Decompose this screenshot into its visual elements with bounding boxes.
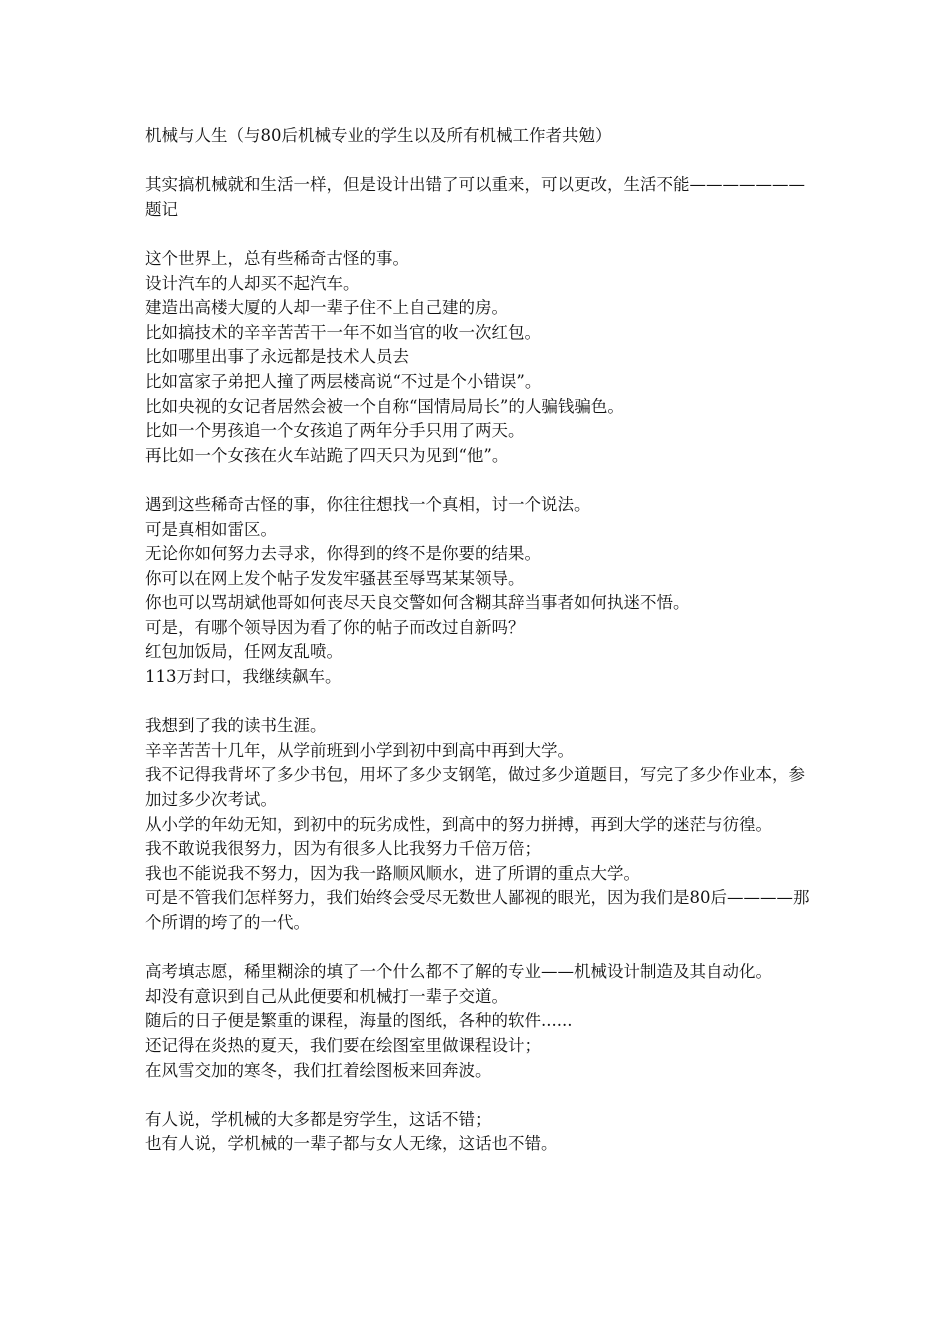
epigraph xyxy=(145,173,815,222)
paragraph xyxy=(145,1108,815,1157)
paragraph-line: 你也可以骂胡斌他哥如何丧尽天良交警如何含糊其辞当事者如何执迷不悟。 xyxy=(145,593,690,613)
paragraph-line: 可是不管我们怎样努力，我们始终会受尽无数世人鄙视的眼光，因为我们是80后————那个所谓的垮了的一代。 xyxy=(145,888,810,932)
paragraph-list xyxy=(145,247,815,1157)
paragraph-line: 你可以在网上发个帖子发发牢骚甚至辱骂某某领导。 xyxy=(145,568,525,588)
paragraph-line: 我不记得我背坏了多少书包，用坏了多少支钢笔，做过多少道题目，写完了多少作业本，参加过多少次考试。 xyxy=(145,765,805,810)
paragraph-line: 比如搞技术的辛辛苦苦干一年不如当官的收一次红包。 xyxy=(145,322,541,342)
paragraph-line: 可是真相如雷区。 xyxy=(145,519,277,539)
paragraph-line: 我想到了我的读书生涯。 xyxy=(145,716,327,736)
paragraph xyxy=(145,714,815,935)
paragraph-line: 也有人说，学机械的一辈子都与女人无缘，这话也不错。 xyxy=(145,1134,558,1154)
paragraph-line: 我也不能说我不努力，因为我一路顺风顺水，进了所谓的重点大学。 xyxy=(145,863,640,883)
paragraph-line: 红包加饭局，任网友乱喷。 xyxy=(145,642,343,662)
paragraph-line: 可是，有哪个领导因为看了你的帖子而改过自新吗？ xyxy=(145,617,525,637)
paragraph-line: 再比如一个女孩在火车站跪了四天只为见到“他”。 xyxy=(145,445,509,465)
paragraph-line: 设计汽车的人却买不起汽车。 xyxy=(145,273,360,293)
document-title xyxy=(145,124,815,149)
paragraph-line: 高考填志愿，稀里糊涂的填了一个什么都不了解的专业——机械设计制造及其自动化。 xyxy=(145,962,772,982)
epigraph-line: 其实搞机械就和生活一样，但是设计出错了可以重来，可以更改，生活不能———————题记 xyxy=(145,175,805,219)
paragraph-line: 我不敢说我很努力，因为有很多人比我努力千倍万倍； xyxy=(145,839,541,859)
paragraph xyxy=(145,493,815,690)
paragraph-line: 比如一个男孩追一个女孩追了两年分手只用了两天。 xyxy=(145,421,525,441)
paragraph-line: 这个世界上，总有些稀奇古怪的事。 xyxy=(145,248,409,268)
paragraph xyxy=(145,247,815,468)
paragraph-line: 比如哪里出事了永远都是技术人员去 xyxy=(145,347,409,367)
paragraph-line: 无论你如何努力去寻求，你得到的终不是你要的结果。 xyxy=(145,544,541,564)
paragraph-line: 从小学的年幼无知，到初中的玩劣成性，到高中的努力拼搏，再到大学的迷茫与彷徨。 xyxy=(145,814,772,834)
paragraph-line: 113万封口，我继续飙车。 xyxy=(145,667,342,687)
title-line: 机械与人生（与80后机械专业的学生以及所有机械工作者共勉） xyxy=(145,126,612,145)
paragraph-line: 比如富家子弟把人撞了两层楼高说“不过是个小错误”。 xyxy=(145,371,542,391)
paragraph-line: 随后的日子便是繁重的课程，海量的图纸，各种的软件...... xyxy=(145,1011,573,1031)
paragraph-line: 辛辛苦苦十几年，从学前班到小学到初中到高中再到大学。 xyxy=(145,740,574,760)
document-body xyxy=(145,124,815,1182)
paragraph-line: 比如央视的女记者居然会被一个自称“国情局局长”的人骗钱骗色。 xyxy=(145,396,624,416)
paragraph-line: 在风雪交加的寒冬，我们扛着绘图板来回奔波。 xyxy=(145,1060,492,1080)
paragraph-line: 建造出高楼大厦的人却一辈子住不上自己建的房。 xyxy=(145,298,508,318)
paragraph-line: 却没有意识到自己从此便要和机械打一辈子交道。 xyxy=(145,986,508,1006)
paragraph-line: 遇到这些稀奇古怪的事，你往往想找一个真相，讨一个说法。 xyxy=(145,494,591,514)
paragraph xyxy=(145,960,815,1083)
paragraph-line: 有人说，学机械的大多都是穷学生，这话不错； xyxy=(145,1109,492,1129)
paragraph-line: 还记得在炎热的夏天，我们要在绘图室里做课程设计； xyxy=(145,1035,541,1055)
